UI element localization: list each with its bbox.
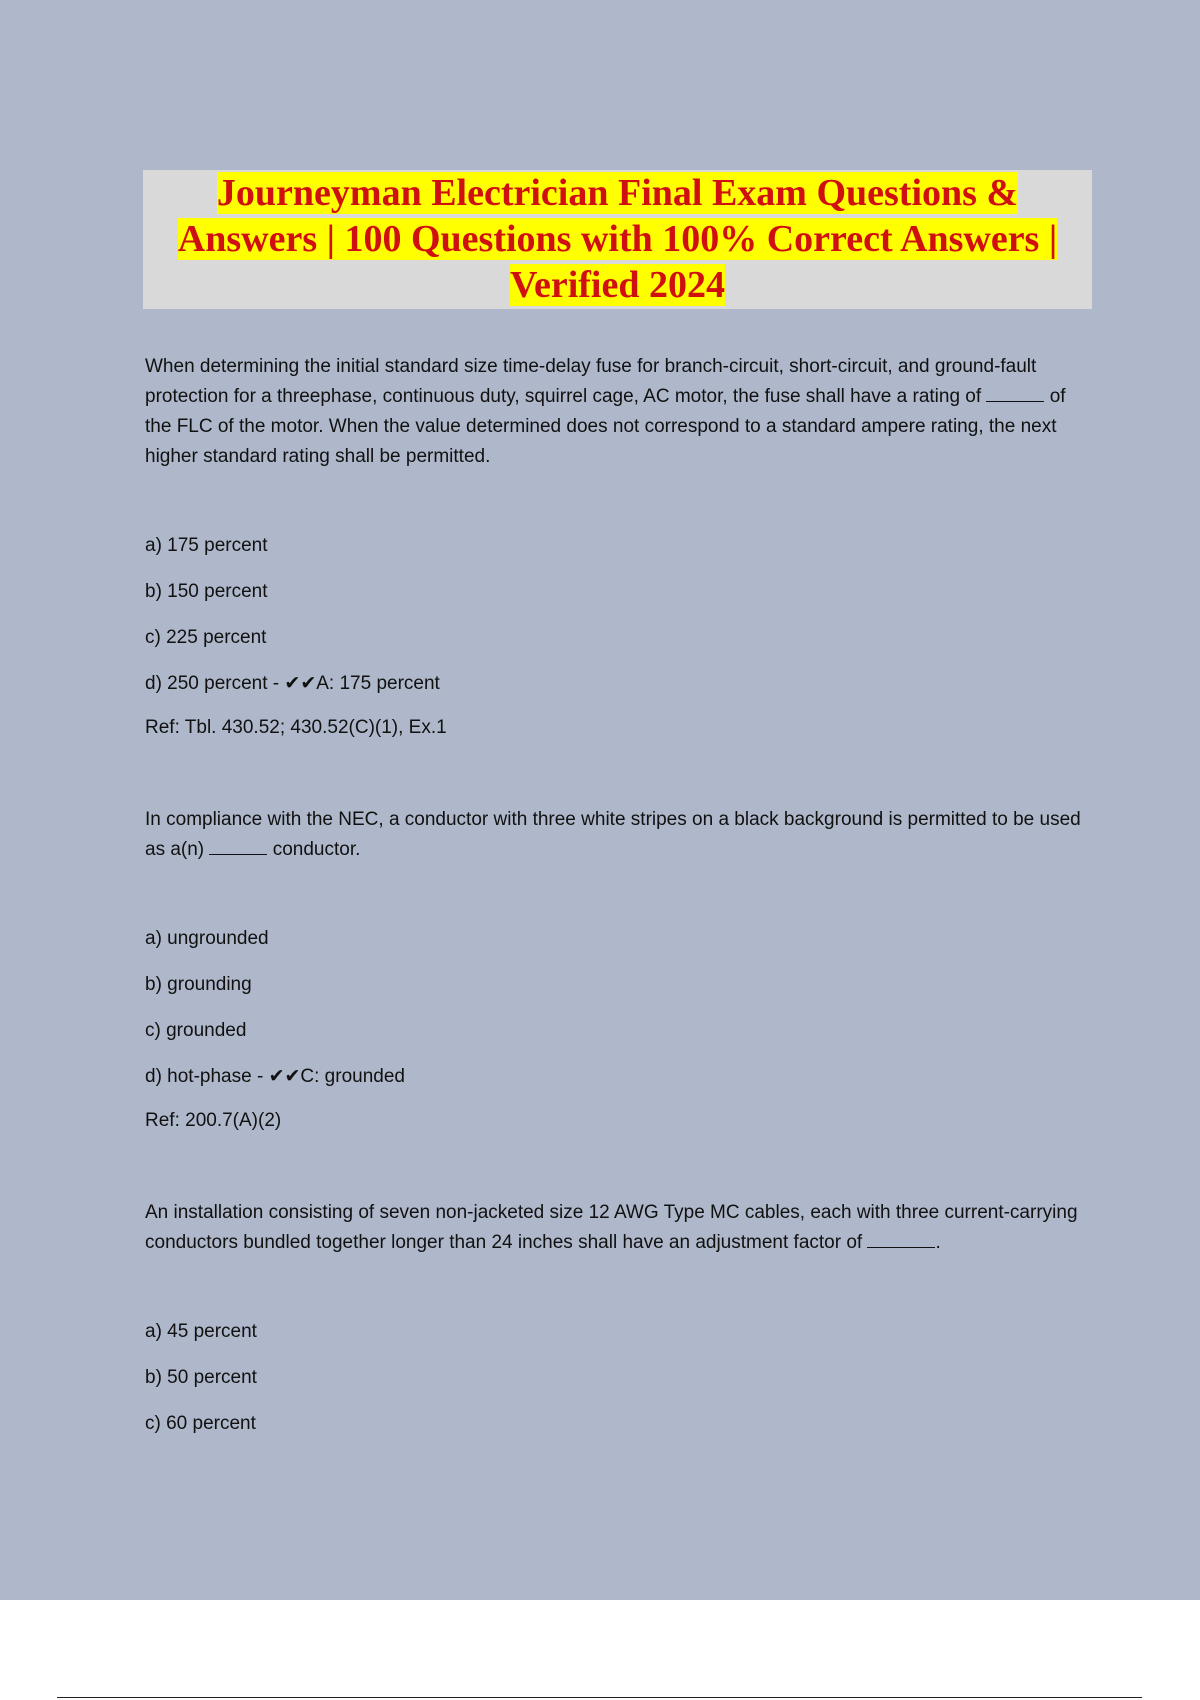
question-text: When determining the initial standard size time-delay fuse for branch-circuit, short-circuit, and ground-fault protection for a threephase, continuous duty, squirrel cage, AC motor, the fuse shall have a rating of of the FLC of the motor. When the value determined does not correspond to a standard ampere rating, the next higher standard rating shall be permitted. — [145, 356, 1066, 467]
option-d-answer: d) 250 percent - ✔✔A: 175 percent — [145, 673, 440, 694]
answer-blank — [209, 838, 267, 855]
answer-blank — [867, 1231, 935, 1248]
question-text: An installation consisting of seven non-jacketed size 12 AWG Type MC cables, each with three current-carrying conductors bundled together longer than 24 inches shall have an adjustment factor of . — [145, 1202, 1078, 1253]
document-title — [143, 170, 1092, 309]
option-c: c) 225 percent — [145, 627, 267, 648]
question-block — [145, 1198, 1085, 1457]
option-a: a) 175 percent — [145, 535, 268, 556]
option-a: a) ungrounded — [145, 928, 269, 949]
title-line-1: Journeyman Electrician Final Exam Questions & — [216, 172, 1019, 214]
title-line-3: Verified 2024 — [510, 264, 725, 306]
question-text: In compliance with the NEC, a conductor with three white stripes on a black background is permitted to be used as a(n) conductor. — [145, 809, 1081, 860]
questions-content — [145, 352, 1085, 1457]
option-a: a) 45 percent — [145, 1321, 257, 1342]
option-c: c) grounded — [145, 1020, 247, 1041]
answer-blank — [986, 385, 1044, 402]
reference: Ref: Tbl. 430.52; 430.52(C)(1), Ex.1 — [145, 717, 447, 738]
option-b: b) grounding — [145, 974, 252, 995]
reference: Ref: 200.7(A)(2) — [145, 1110, 282, 1131]
option-c: c) 60 percent — [145, 1413, 256, 1434]
title-line-2: Answers | 100 Questions with 100% Correct Answers | — [177, 218, 1058, 260]
option-b: b) 150 percent — [145, 581, 268, 602]
option-d-answer: d) hot-phase - ✔✔C: grounded — [145, 1066, 405, 1087]
question-block — [145, 805, 1085, 1134]
footer-rule — [57, 1697, 1142, 1698]
question-block — [145, 352, 1085, 741]
option-b: b) 50 percent — [145, 1367, 257, 1388]
